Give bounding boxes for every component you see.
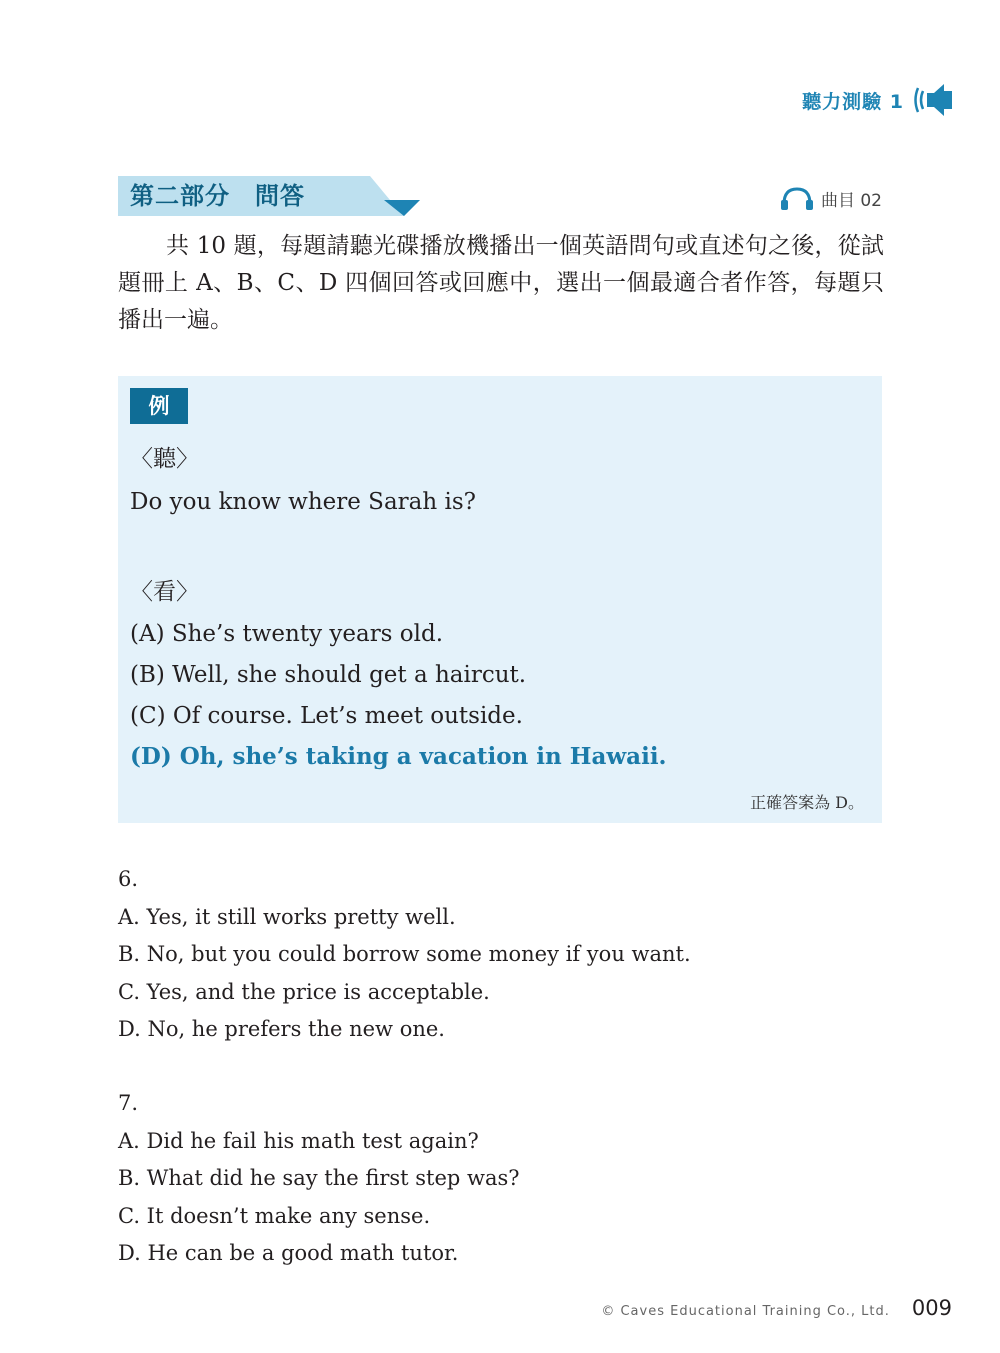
question-option: A. Yes, it still works pretty well. — [118, 904, 456, 929]
question-option: B. What did he say the first step was? — [118, 1166, 520, 1190]
speaker-icon — [912, 80, 952, 120]
listen-text: Do you know where Sarah is? — [130, 489, 476, 515]
section-banner — [118, 176, 420, 216]
example-box — [118, 376, 882, 823]
page-footer — [601, 1296, 952, 1320]
question-7 — [118, 1085, 520, 1273]
chapter-title: 聽力測驗 1 — [802, 90, 904, 113]
example-option-b: (B) Well, she should get a haircut. — [130, 662, 527, 688]
question-option: D. He can be a good math tutor. — [118, 1241, 459, 1265]
instructions: 共 10 題，每題請聽光碟播放機播出一個英語問句或直述句之後，從試題冊上 A、B、C、D 四個回答或回應中，選出一個最適合者作答，每題只播出一遍。 — [118, 233, 884, 333]
section-title: 第二部分 問答 — [130, 182, 305, 210]
track-label: 曲目 02 — [820, 190, 882, 211]
question-6 — [118, 861, 691, 1049]
question-option: D. No, he prefers the new one. — [118, 1017, 445, 1041]
example-label: 例 — [130, 388, 188, 424]
read-heading: 〈看〉 — [130, 579, 199, 605]
question-option: A. Did he fail his math test again? — [118, 1128, 479, 1153]
question-number: 7. — [118, 1091, 139, 1115]
question-option: B. No, but you could borrow some money if you want. — [118, 942, 691, 966]
listen-heading: 〈聽〉 — [130, 446, 199, 472]
chapter-header — [802, 80, 952, 120]
headphones-icon — [779, 186, 815, 210]
example-option-d-correct: (D) Oh, she’s taking a vacation in Hawaii. — [130, 743, 667, 770]
question-number: 6. — [118, 867, 139, 891]
example-option-c: (C) Of course. Let’s meet outside. — [130, 703, 523, 729]
question-option: C. It doesn’t make any sense. — [118, 1203, 431, 1228]
question-option: C. Yes, and the price is acceptable. — [118, 979, 490, 1004]
audio-track — [779, 184, 882, 212]
example-option-a: (A) She’s twenty years old. — [130, 621, 444, 647]
page-number: 009 — [911, 1296, 952, 1320]
answer-note: 正確答案為 D。 — [750, 793, 864, 812]
copyright: © Caves Educational Training Co., Ltd. — [601, 1304, 890, 1319]
